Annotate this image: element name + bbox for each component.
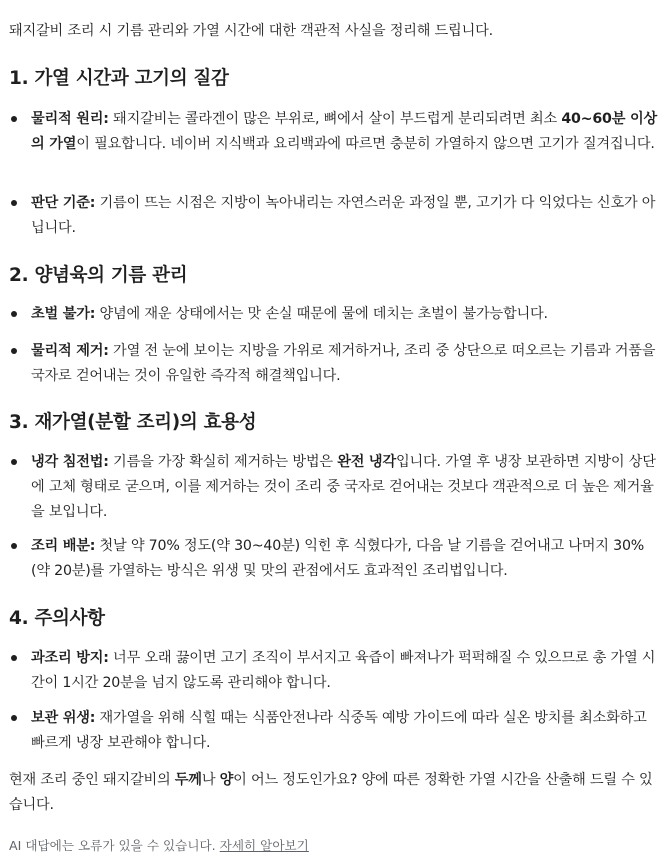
item-label: 냉각 침전법:: [31, 454, 109, 470]
section-title-heating-time: 1. 가열 시간과 고기의 질감: [9, 68, 229, 89]
closing-question: 현재 조리 중인 돼지갈비의 두께나 양이 어느 정도인가요? 양에 따른 정확한 가열 시간을 산출해 드릴 수 있습니다.: [9, 772, 653, 813]
item-label: 조리 배분:: [31, 538, 96, 554]
list-item: 조리 배분: 첫날 약 70% 정도(약 30~40분) 익힌 후 식혔다가, 다음 날 기름을 걷어내고 나머지 30%(약 20분)를 가열하는 방식은 위생 및 맛의 관점에서도 효과적인 조리법입니다.: [9, 534, 659, 584]
intro-text: 돼지갈비 조리 시 기름 관리와 가열 시간에 대한 객관적 사실을 정리해 드립니다.: [9, 23, 493, 39]
bullet-icon: [11, 715, 17, 721]
list-item: 초벌 불가: 양념에 재운 상태에서는 맛 손실 때문에 물에 데치는 초벌이 불가능합니다.: [9, 302, 659, 327]
learn-more-link[interactable]: 자세히 알아보기: [219, 838, 309, 853]
item-label: 과조리 방지:: [31, 650, 109, 666]
bullet-icon: [11, 655, 17, 661]
item-label: 물리적 제거:: [31, 343, 109, 359]
list-item: 냉각 침전법: 기름을 가장 확실히 제거하는 방법은 완전 냉각입니다. 가열 후 냉장 보관하면 지방이 상단에 고체 형태로 굳으며, 이를 제거하는 것이 조리 중 국자로 걷어내는 것보다 객관적으로 더 높은 제거율을 보입니다.: [9, 450, 659, 525]
bullet-icon: [11, 200, 17, 206]
bullet-icon: [11, 543, 17, 549]
bullet-icon: [11, 348, 17, 354]
section-title-reheating: 3. 재가열(분할 조리)의 효용성: [9, 412, 257, 433]
item-label: 초벌 불가:: [31, 306, 96, 322]
bullet-icon: [11, 311, 17, 317]
ai-disclaimer: AI 대답에는 오류가 있을 수 있습니다. 자세히 알아보기: [9, 838, 309, 853]
item-label: 물리적 원리:: [31, 111, 109, 127]
bullet-icon: [11, 459, 17, 465]
section-title-cautions: 4. 주의사항: [9, 608, 105, 629]
list-item: 판단 기준: 기름이 뜨는 시점은 지방이 녹아내리는 자연스러운 과정일 뿐, 고기가 다 익었다는 신호가 아닙니다.: [9, 191, 659, 241]
item-label: 보관 위생:: [31, 710, 96, 726]
list-item: 물리적 제거: 가열 전 눈에 보이는 지방을 가위로 제거하거나, 조리 중 상단으로 떠오르는 기름과 거품을 국자로 걷어내는 것이 유일한 즉각적 해결책입니다.: [9, 339, 659, 389]
item-label: 판단 기준:: [31, 195, 96, 211]
section-title-oil-management: 2. 양념육의 기름 관리: [9, 265, 188, 286]
bullet-icon: [11, 116, 17, 122]
list-item: 보관 위생: 재가열을 위해 식힐 때는 식품안전나라 식중독 예방 가이드에 따라 실온 방치를 최소화하고 빠르게 냉장 보관해야 합니다.: [9, 706, 659, 756]
list-item: 과조리 방지: 너무 오래 끓이면 고기 조직이 부서지고 육즙이 빠져나가 퍽퍽해질 수 있으므로 총 가열 시간이 1시간 20분을 넘지 않도록 관리해야 합니다.: [9, 646, 659, 696]
list-item: 물리적 원리: 돼지갈비는 콜라겐이 많은 부위로, 뼈에서 살이 부드럽게 분리되려면 최소 40~60분 이상의 가열이 필요합니다. 네이버 지식백과 요리백과에 따르면 충분히 가열하지 않으면 고기가 질겨집니다.: [9, 107, 659, 157]
